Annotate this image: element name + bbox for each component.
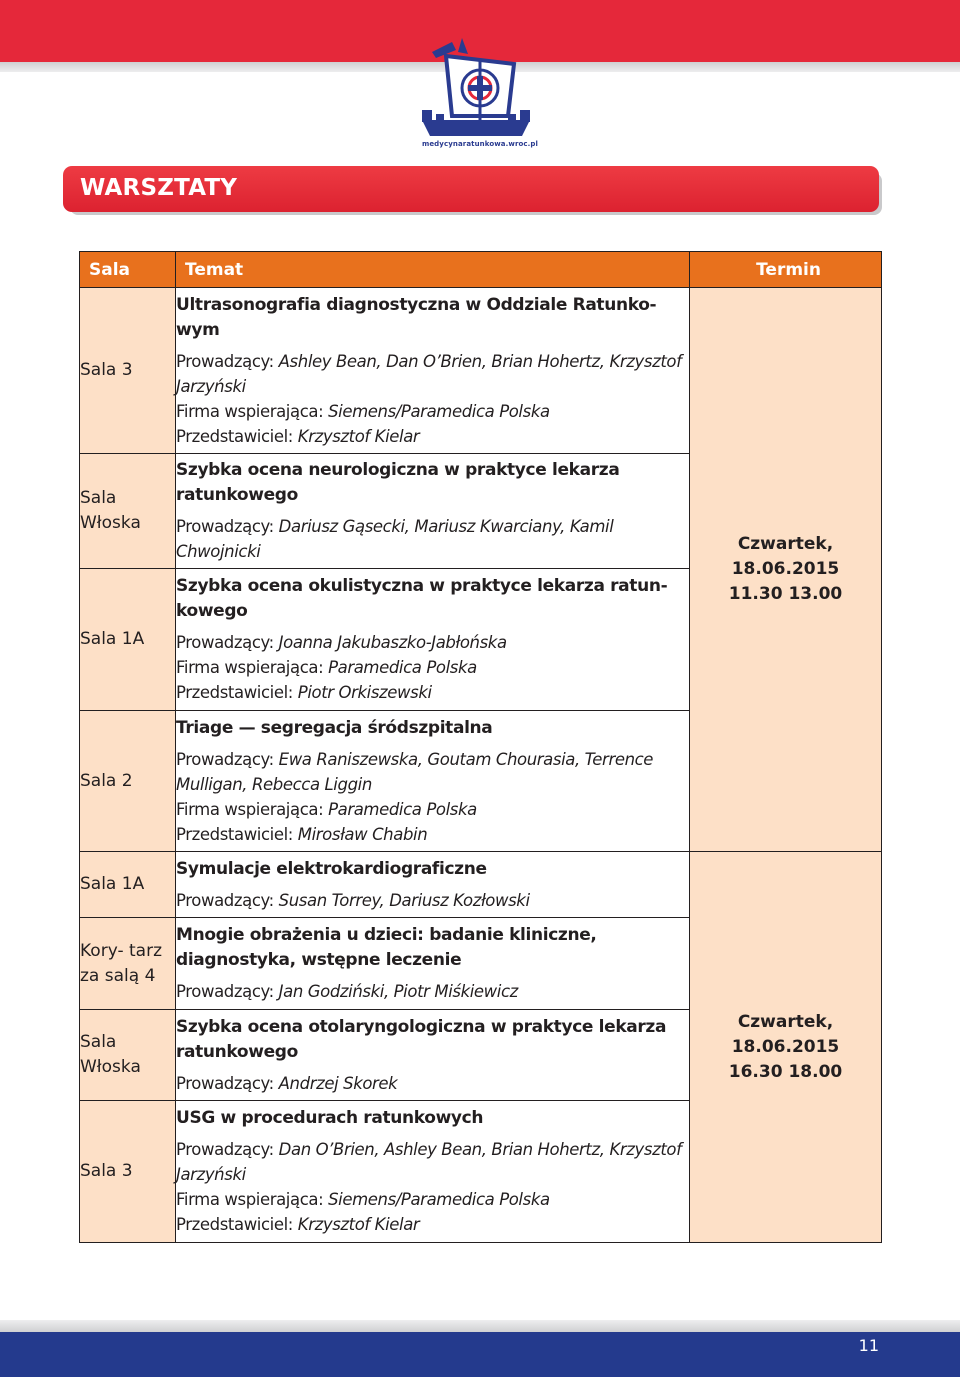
column-header-topic: Temat bbox=[176, 252, 690, 288]
topic-title: Szybka ocena neurologiczna w praktyce lekarza ratunkowego bbox=[176, 460, 620, 505]
topic-line: Firma wspierająca: Paramedica Polska bbox=[176, 658, 477, 677]
logo-url-text: medycynaratunkowa.wroc.pl bbox=[421, 140, 539, 148]
topic-title: Symulacje elektrokardiograficzne bbox=[176, 858, 487, 879]
topic-line: Prowadzący: Andrzej Skorek bbox=[176, 1073, 398, 1093]
topic-line: Prowadzący: Dariusz Gąsecki, Mariusz Kwarciany, Kamil Chwojnicki bbox=[176, 517, 614, 561]
topic-line: Prowadzący: Dan O’Brien, Ashley Bean, Brian Hohertz, Krzysztof Jarzyński bbox=[176, 1140, 682, 1184]
workshop-table bbox=[79, 251, 882, 1243]
room-cell: Sala 3 bbox=[80, 1101, 176, 1243]
topic-cell bbox=[176, 1101, 690, 1243]
column-header-room: Sala bbox=[80, 252, 176, 288]
topic-title: Mnogie obrażenia u dzieci: badanie kliniczne, diagnostyka, wstępne leczenie bbox=[176, 925, 597, 970]
footer-blue-band bbox=[0, 1332, 960, 1377]
term-time: 11.30 13.00 bbox=[728, 584, 843, 604]
footer-shadow bbox=[0, 1320, 960, 1332]
section-banner bbox=[63, 166, 879, 212]
topic-line: Przedstawiciel: Krzysztof Kielar bbox=[176, 1215, 420, 1234]
room-cell: Sala Włoska bbox=[80, 1010, 176, 1101]
ship-logo-icon bbox=[418, 38, 536, 154]
room-cell: Sala 1A bbox=[80, 852, 176, 918]
topic-line: Firma wspierająca: Paramedica Polska bbox=[176, 799, 477, 819]
topic-line: Prowadzący: Ashley Bean, Dan O’Brien, Brian Hohertz, Krzysztof Jarzyński bbox=[176, 351, 682, 396]
topic-cell bbox=[176, 454, 690, 569]
term-day: Czwartek, bbox=[737, 1011, 834, 1032]
topic-title: Szybka ocena okulistyczna w praktyce lekarza ratun- kowego bbox=[176, 576, 668, 621]
topic-line: Prowadzący: Susan Torrey, Dariusz Kozłowski bbox=[176, 890, 530, 910]
topic-cell bbox=[176, 1010, 690, 1101]
topic-title: Triage — segregacja śródszpitalna bbox=[176, 717, 493, 738]
topic-cell bbox=[176, 569, 690, 711]
topic-line: Przedstawiciel: Krzysztof Kielar bbox=[176, 426, 420, 446]
room-cell: Sala 2 bbox=[80, 711, 176, 852]
topic-cell bbox=[176, 288, 690, 454]
topic-cell bbox=[176, 852, 690, 918]
topic-cell bbox=[176, 711, 690, 852]
topic-title: USG w procedurach ratunkowych bbox=[176, 1108, 484, 1128]
topic-line: Firma wspierająca: Siemens/Paramedica Polska bbox=[176, 1190, 550, 1209]
room-cell: Sala 1A bbox=[80, 569, 176, 711]
room-cell: Sala 3 bbox=[80, 288, 176, 454]
table-row bbox=[80, 852, 882, 918]
banner-title: WARSZTATY bbox=[80, 175, 238, 201]
topic-line: Prowadzący: Ewa Raniszewska, Goutam Chourasia, Terrence Mulligan, Rebecca Liggin bbox=[176, 749, 654, 794]
table-header-row bbox=[80, 252, 882, 288]
term-date: 18.06.2015 bbox=[731, 1036, 840, 1057]
column-header-term: Termin bbox=[690, 252, 882, 288]
topic-line: Przedstawiciel: Mirosław Chabin bbox=[176, 824, 428, 844]
term-cell bbox=[690, 852, 882, 1243]
page-number: 11 bbox=[858, 1336, 879, 1355]
term-cell bbox=[690, 288, 882, 852]
term-day: Czwartek, bbox=[737, 534, 834, 554]
topic-line: Firma wspierająca: Siemens/Paramedica Polska bbox=[176, 401, 550, 421]
topic-line: Prowadzący: Joanna Jakubaszko-Jabłońska bbox=[176, 633, 507, 652]
term-date: 18.06.2015 bbox=[731, 559, 840, 579]
topic-title: Szybka ocena otolaryngologiczna w praktyce lekarza ratunkowego bbox=[176, 1016, 667, 1062]
term-time: 16.30 18.00 bbox=[728, 1061, 843, 1082]
topic-line: Prowadzący: Jan Godziński, Piotr Miśkiewicz bbox=[176, 982, 518, 1001]
room-cell: Sala Włoska bbox=[80, 454, 176, 569]
topic-title: Ultrasonografia diagnostyczna w Oddziale Ratunko- wym bbox=[176, 294, 657, 340]
topic-cell bbox=[176, 918, 690, 1010]
table-row bbox=[80, 288, 882, 454]
room-cell: Kory- tarz za salą 4 bbox=[80, 918, 176, 1010]
topic-line: Przedstawiciel: Piotr Orkiszewski bbox=[176, 683, 432, 702]
